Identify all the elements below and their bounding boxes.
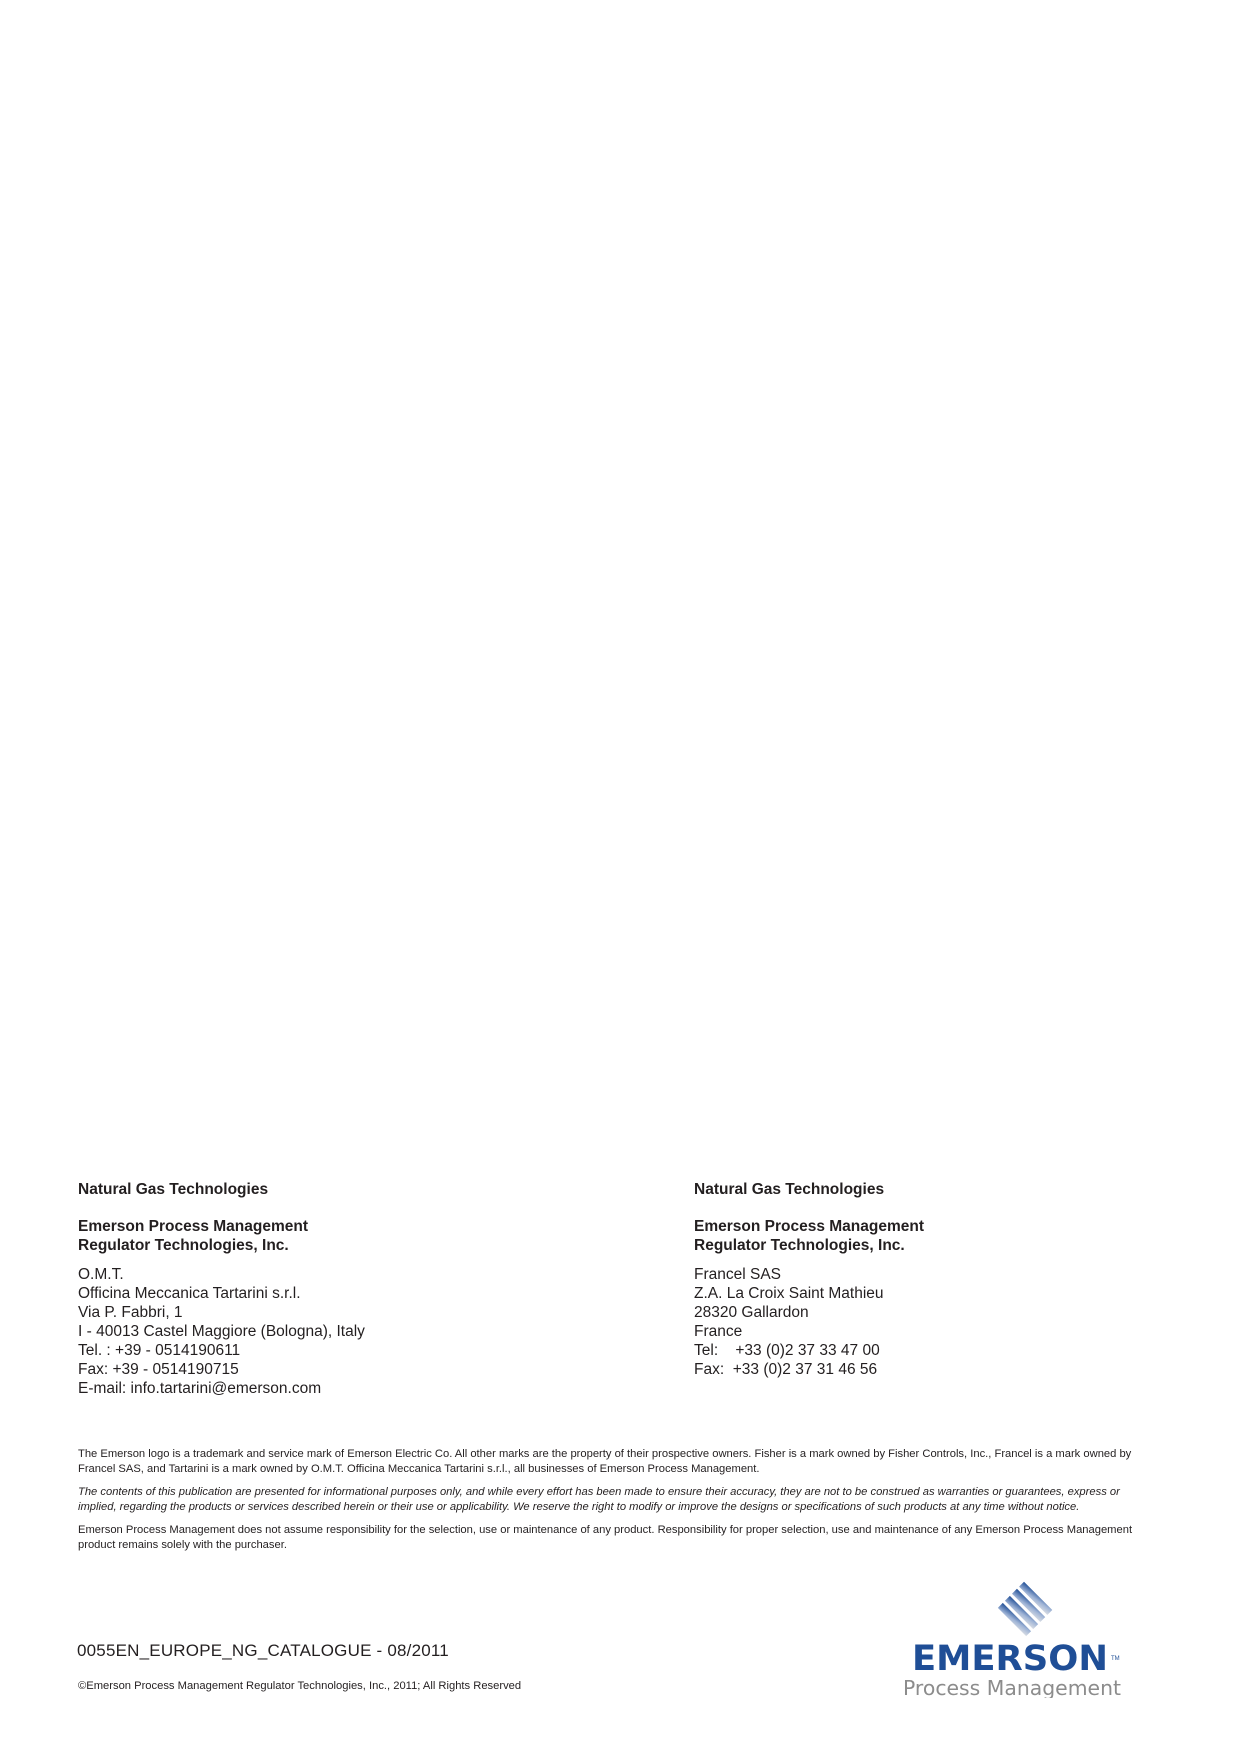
email-line: E-mail: info.tartarini@emerson.com [78, 1380, 322, 1397]
responsibility-notice: Emerson Process Management does not assume responsibility for the selection, use or maintenance of any product. Responsibility for proper selection, use and maintenance of any Emerson Process Management product remains solely with the purchaser. [78, 1524, 1133, 1551]
legal-notices [78, 1447, 1133, 1561]
contact-block-omt [78, 1180, 598, 1398]
fax-line: Fax: +33 (0)2 37 31 46 56 [694, 1361, 878, 1378]
company-name [694, 1217, 1214, 1255]
contact-block-francel [694, 1180, 1214, 1379]
copyright-notice: ©Emerson Process Management Regulator Technologies, Inc., 2011; All Rights Reserved [78, 1680, 522, 1692]
logo-tm: TM [1111, 1656, 1120, 1662]
address [78, 1265, 598, 1398]
logo-name: EMERSON [912, 1639, 1108, 1679]
address [694, 1265, 1214, 1379]
fax-line: Fax: +39 - 0514190715 [78, 1361, 239, 1378]
company-name [78, 1217, 598, 1255]
address-line: 28320 Gallardon [694, 1304, 809, 1321]
company-line: Emerson Process Management [694, 1218, 925, 1235]
company-line: Regulator Technologies, Inc. [694, 1237, 905, 1254]
address-line: Officina Meccanica Tartarini s.r.l. [78, 1285, 301, 1302]
address-line: Via P. Fabbri, 1 [78, 1304, 183, 1321]
trademark-notice: The Emerson logo is a trademark and service mark of Emerson Electric Co. All other marks are the property of their prospective owners. Fisher is a mark owned by Fisher Controls, Inc., Francel is a mark owned by Francel SAS, and Tartarini is a mark owned by O.M.T. Officina Meccanica Tartarini s.r.l., all businesses of Emerson Process Management. [78, 1448, 1132, 1475]
logo-tagline: Process Management [903, 1676, 1122, 1698]
phone-line: Tel. : +39 - 0514190611 [78, 1342, 241, 1359]
division-heading: Natural Gas Technologies [694, 1181, 885, 1198]
catalogue-code: 0055EN_EUROPE_NG_CATALOGUE - 08/2011 [77, 1641, 449, 1660]
company-line: Regulator Technologies, Inc. [78, 1237, 289, 1254]
emerson-mark-icon [998, 1582, 1052, 1636]
address-line: O.M.T. [78, 1266, 124, 1283]
phone-line: Tel: +33 (0)2 37 33 47 00 [694, 1342, 880, 1359]
emerson-logo [900, 1578, 1140, 1698]
disclaimer-notice: The contents of this publication are presented for informational purposes only, and while every effort has been made to ensure their accuracy, they are not to be construed as warranties or guarantees, express or implied, regarding the products or services described herein or their use or applicability. We reserve the right to modify or improve the designs or specifications of such products at any time without notice. [78, 1486, 1120, 1513]
address-line: I - 40013 Castel Maggiore (Bologna), Italy [78, 1323, 365, 1340]
company-line: Emerson Process Management [78, 1218, 309, 1235]
address-line: France [694, 1323, 743, 1340]
division-heading: Natural Gas Technologies [78, 1181, 269, 1198]
address-line: Francel SAS [694, 1266, 782, 1283]
address-line: Z.A. La Croix Saint Mathieu [694, 1285, 884, 1302]
